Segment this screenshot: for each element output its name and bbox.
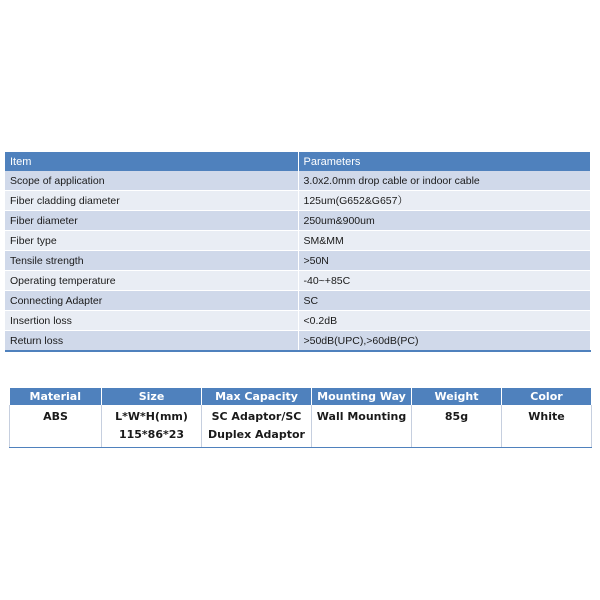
table-row xyxy=(5,331,590,352)
cell-max-capacity xyxy=(202,405,312,448)
size-label: L*W*H(mm) xyxy=(115,410,188,423)
spec-item: Tensile strength xyxy=(5,251,298,271)
table-row xyxy=(5,211,590,231)
spec-header-item: Item xyxy=(5,152,298,171)
cell-color: White xyxy=(502,405,592,448)
table-row xyxy=(5,191,590,211)
spec-header-parameters: Parameters xyxy=(298,152,590,171)
cell-size xyxy=(102,405,202,448)
spec-item: Return loss xyxy=(5,331,298,352)
spec-item: Fiber type xyxy=(5,231,298,251)
header-weight: Weight xyxy=(412,388,502,405)
spec-value: 250um&900um xyxy=(298,211,590,231)
spec-value: <0.2dB xyxy=(298,311,590,331)
table-row xyxy=(10,405,592,448)
product-table xyxy=(9,388,592,448)
cell-weight: 85g xyxy=(412,405,502,448)
table-row xyxy=(5,251,590,271)
header-max-capacity: Max Capacity xyxy=(202,388,312,405)
spec-item: Fiber cladding diameter xyxy=(5,191,298,211)
cell-mounting-way: Wall Mounting xyxy=(312,405,412,448)
spec-value: SC xyxy=(298,291,590,311)
spec-table-header-row xyxy=(5,152,590,171)
spec-value: >50N xyxy=(298,251,590,271)
spec-value: -40~+85C xyxy=(298,271,590,291)
header-color: Color xyxy=(502,388,592,405)
spec-table xyxy=(5,152,591,352)
spec-item: Connecting Adapter xyxy=(5,291,298,311)
header-mounting-way: Mounting Way xyxy=(312,388,412,405)
spec-item: Insertion loss xyxy=(5,311,298,331)
table-row xyxy=(5,291,590,311)
spec-value: SM&MM xyxy=(298,231,590,251)
spec-value: 3.0x2.0mm drop cable or indoor cable xyxy=(298,171,590,191)
table-row xyxy=(5,311,590,331)
product-table-header-row xyxy=(10,388,592,405)
capacity-line-2: Duplex Adaptor xyxy=(208,428,305,441)
spec-item: Operating temperature xyxy=(5,271,298,291)
table-row xyxy=(5,171,590,191)
spec-item: Scope of application xyxy=(5,171,298,191)
header-size: Size xyxy=(102,388,202,405)
spec-item: Fiber diameter xyxy=(5,211,298,231)
size-value: 115*86*23 xyxy=(118,428,185,441)
spec-value: 125um(G652&G657） xyxy=(298,191,590,211)
capacity-line-1: SC Adaptor/SC xyxy=(211,410,302,423)
header-material: Material xyxy=(10,388,102,405)
cell-material: ABS xyxy=(10,405,102,448)
table-row xyxy=(5,271,590,291)
spec-value: >50dB(UPC),>60dB(PC) xyxy=(298,331,590,352)
table-row xyxy=(5,231,590,251)
